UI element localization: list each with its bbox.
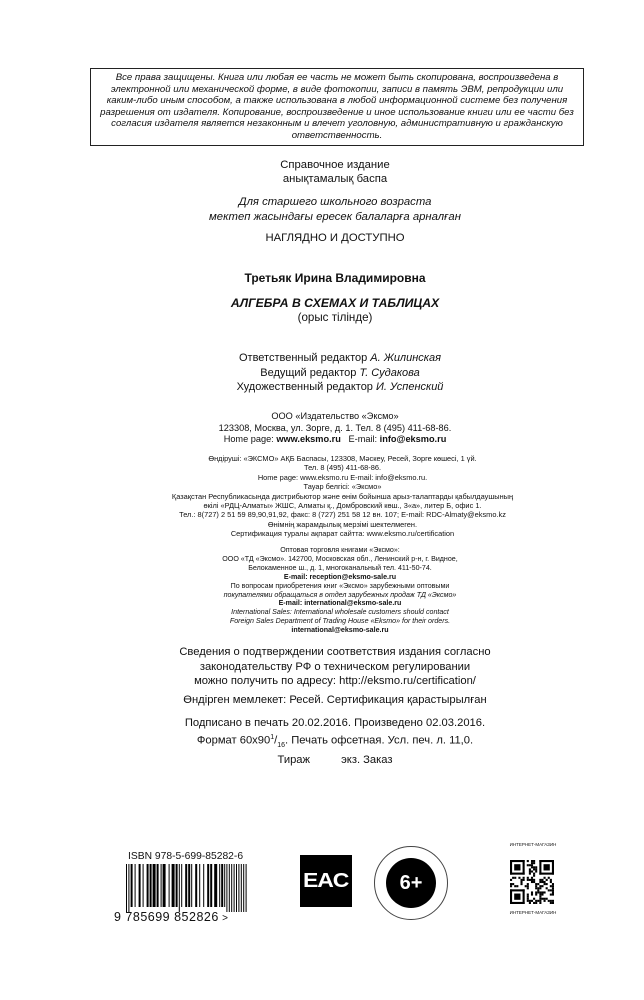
qr-module <box>548 889 550 891</box>
qr-module <box>541 891 543 893</box>
qr-module <box>531 881 533 883</box>
qr-finder <box>510 860 525 862</box>
wholesale-line: По вопросам приобретения книг «Эксмо» зарубежными оптовыми <box>230 581 450 590</box>
barcode-bar <box>135 864 136 907</box>
qr-module <box>531 891 533 893</box>
author-name: Третьяк Ирина Владимировна <box>244 271 426 285</box>
qr-module <box>539 898 541 900</box>
qr-caption: ИНТЕРНЕТ-МАГАЗИН <box>509 910 557 915</box>
editor-name: И. Успенский <box>376 381 444 393</box>
qr-module <box>533 879 535 881</box>
qr-module <box>539 902 541 904</box>
editor-name: А. Жилинская <box>370 352 441 364</box>
publisher-address: 123308, Москва, ул. Зорге, д. 1. Тел. 8 (495) 411-68-86. <box>218 422 452 433</box>
qr-module <box>544 891 546 893</box>
qr-module <box>531 900 533 902</box>
qr-module <box>535 870 537 872</box>
barcode-bar <box>161 864 162 907</box>
audience-kz: мектеп жасындағы ересек балаларға арналған <box>209 211 461 223</box>
format-sup: 1 <box>270 733 275 741</box>
qr-module <box>539 885 541 887</box>
qr-module <box>544 900 546 902</box>
wholesale-line: Оптовая торговля книгами «Эксмо»: <box>280 546 400 554</box>
qr-module <box>529 902 531 904</box>
qr-module <box>525 885 527 887</box>
barcode-bar <box>229 864 230 912</box>
barcode-digits: 9 785699 852826 > <box>114 910 229 924</box>
barcode-number: 9 785699 852826 <box>114 910 219 924</box>
kz-info-block <box>170 454 515 539</box>
qr-finder <box>539 860 554 862</box>
qr-module <box>527 894 529 896</box>
wholesale-line: International Sales: International wholesale customers should contact <box>231 608 449 617</box>
email-label: E-mail: <box>348 434 378 445</box>
print-info <box>170 716 500 767</box>
qr-module <box>537 889 539 891</box>
format-sub: 16 <box>277 741 286 749</box>
edition-type-ru: Справочное издание <box>280 159 390 171</box>
qr-finder <box>510 873 525 875</box>
qr-block <box>498 842 566 924</box>
publisher-contacts <box>170 434 500 446</box>
kz-line: Сертификация туралы ақпарат сайтта: www.eksmo.ru/certification <box>230 529 455 539</box>
kz-line: Home page: www.eksmo.ru E-mail: info@eksmo.ru. <box>257 472 428 482</box>
qr-module <box>539 894 541 896</box>
barcode-bar <box>157 864 159 907</box>
editor-role: Художественный редактор <box>236 381 373 393</box>
qr-finder <box>510 889 525 891</box>
barcode-bar <box>176 864 178 907</box>
series-name: НАГЛЯДНО И ДОСТУПНО <box>265 232 405 244</box>
age-rating-badge <box>374 846 448 920</box>
barcode-bar <box>179 864 180 912</box>
qr-module <box>533 866 535 868</box>
qr-module <box>552 889 554 891</box>
print-run: Тираж экз. Заказ <box>277 753 393 766</box>
qr-module <box>539 879 541 881</box>
edition-type <box>170 158 500 186</box>
barcode-bar <box>243 864 244 912</box>
qr-module <box>527 864 529 866</box>
qr-module <box>527 896 529 898</box>
qr-module <box>539 887 541 889</box>
barcode-bar <box>126 864 127 912</box>
barcode-bar <box>224 864 225 907</box>
qr-module <box>550 881 552 883</box>
qr-module <box>535 891 537 893</box>
qr-module <box>523 877 525 879</box>
qr-module <box>512 883 514 885</box>
barcode-bar <box>203 864 204 907</box>
qr-module <box>523 879 525 881</box>
qr-module <box>544 898 546 900</box>
barcode-bar <box>150 864 152 907</box>
print-signed: Подписано в печать 20.02.2016. Произведено 02.03.2016. <box>184 717 486 729</box>
home-link[interactable]: www.eksmo.ru <box>276 434 341 445</box>
barcode-bar <box>241 864 242 912</box>
qr-module <box>529 870 531 872</box>
qr-module <box>550 889 552 891</box>
barcode-bar <box>207 864 209 907</box>
audience <box>170 195 500 225</box>
qr-module <box>546 887 548 889</box>
qr-finder <box>523 889 525 904</box>
qr-module <box>533 902 535 904</box>
qr-module <box>533 873 535 875</box>
qr-module <box>535 900 537 902</box>
qr-module <box>550 879 552 881</box>
qr-module <box>550 894 552 896</box>
qr-module <box>535 887 537 889</box>
qr-module <box>537 883 539 885</box>
qr-module <box>548 900 550 902</box>
qr-module <box>516 885 518 887</box>
qr-module <box>520 881 522 883</box>
qr-module <box>531 877 533 879</box>
barcode <box>124 864 250 916</box>
qr-module <box>546 879 548 881</box>
qr-module <box>552 887 554 889</box>
qr-code[interactable] <box>510 860 554 904</box>
barcode-bar <box>131 864 133 907</box>
barcode-bar <box>191 864 192 907</box>
qr-module <box>529 873 531 875</box>
barcode-bar <box>226 864 227 912</box>
qr-module <box>552 883 554 885</box>
editor-line <box>190 380 490 395</box>
barcode-bar <box>169 864 170 907</box>
book-title: АЛГЕБРА В СХЕМАХ И ТАБЛИЦАХ <box>230 296 440 310</box>
qr-module <box>552 894 554 896</box>
copyright-notice: Все права защищены. Книга или любая ее часть не может быть скопирована, воспроизведена в электронной или механической форме, в виде фотокопии, записи в память ЭВМ, репродукции или каким-либо иным способом, а также использована в любой информационной системе без получения разрешения от издателя. Копирование, воспроизведение и иное использование книги или ее части без согласия издателя является незаконным и влечет уголовную, административную и гражданскую ответственность. <box>90 68 584 146</box>
conformity-line: можно получить по адресу: http://eksmo.ru/certification/ <box>194 675 476 687</box>
kz-line: Тел. 8 (495) 411-68-86. <box>303 463 382 473</box>
qr-module <box>527 900 529 902</box>
barcode-bar <box>236 864 237 912</box>
qr-module <box>552 891 554 893</box>
barcode-bar <box>210 864 212 907</box>
qr-module <box>527 877 529 879</box>
qr-module <box>520 879 522 881</box>
email-link[interactable]: info@eksmo.ru <box>379 434 447 445</box>
qr-module <box>552 885 554 887</box>
qr-module <box>531 866 533 868</box>
kz-line: Өндіруші: «ЭКСМО» АҚБ Баспасы, 123308, Мәскеу, Ресей, Зорге көшесі, 1 үй. <box>208 454 477 463</box>
qr-module <box>539 900 541 902</box>
qr-module <box>510 883 512 885</box>
qr-module <box>537 900 539 902</box>
publisher-block <box>170 411 500 446</box>
barcode-bar <box>185 864 187 907</box>
qr-module <box>531 894 533 896</box>
qr-finder <box>539 873 554 875</box>
qr-finder <box>552 860 554 875</box>
editors-block <box>190 351 490 395</box>
barcode-bar <box>219 864 220 907</box>
qr-finder <box>510 860 512 875</box>
age-rating-text: 6+ <box>399 871 423 894</box>
qr-module <box>550 900 552 902</box>
qr-finder <box>523 860 525 875</box>
qr-module <box>529 879 531 881</box>
qr-module <box>527 879 529 881</box>
barcode-bar <box>238 864 239 912</box>
qr-module <box>533 868 535 870</box>
barcode-bar <box>234 864 235 912</box>
kz-line: өкілі «РДЦ-Алматы» ЖШС, Алматы қ., Домбровский көш., 3«а», литер Б, офис 1. <box>203 501 482 511</box>
qr-module <box>541 885 543 887</box>
barcode-bar <box>195 864 197 907</box>
qr-module <box>520 883 522 885</box>
barcode-bar <box>172 864 175 907</box>
qr-module <box>533 862 535 864</box>
qr-module <box>546 898 548 900</box>
qr-module <box>531 870 533 872</box>
kz-line: Қазақстан Республикасында дистрибьютор және өнім бойынша арыз-талаптарды қабылдаушының <box>171 491 514 501</box>
barcode-bar <box>139 864 141 907</box>
barcode-bar <box>128 864 129 912</box>
format-text: . Печать офсетная. Усл. печ. л. 11,0. <box>285 734 474 747</box>
qr-module <box>518 877 520 879</box>
wholesale-email[interactable]: international@eksmo-sale.ru <box>291 626 389 635</box>
editor-role: Ответственный редактор <box>238 352 368 364</box>
qr-module <box>533 898 535 900</box>
qr-module <box>535 866 537 868</box>
qr-module <box>552 900 554 902</box>
barcode-bar <box>147 864 149 907</box>
qr-module <box>535 868 537 870</box>
editor-line <box>190 366 490 381</box>
qr-module <box>529 900 531 902</box>
conformity-line: законодательству РФ о техническом регулировании <box>199 660 471 673</box>
qr-caption: ИНТЕРНЕТ-МАГАЗИН <box>509 842 557 847</box>
conformity-block <box>170 645 500 707</box>
qr-module <box>541 898 543 900</box>
barcode-bar <box>163 864 166 907</box>
qr-module <box>537 891 539 893</box>
qr-module <box>550 885 552 887</box>
format-text: Формат 60х90 <box>196 734 271 747</box>
qr-module <box>544 883 546 885</box>
edition-type-kz: анықтамалық баспа <box>282 173 388 185</box>
qr-module <box>548 877 550 879</box>
barcode-bar <box>221 864 223 907</box>
qr-module <box>541 894 543 896</box>
qr-module <box>552 902 554 904</box>
print-format: Формат $60х90^1/_{16}$. Печать офсетная. Усл. печ. л. 11,0. <box>196 733 474 749</box>
qr-module <box>544 881 546 883</box>
qr-module <box>544 877 546 879</box>
qr-module <box>535 894 537 896</box>
barcode-bar <box>181 864 182 907</box>
barcode-bar <box>188 864 190 907</box>
qr-finder <box>514 894 520 900</box>
qr-module <box>539 891 541 893</box>
qr-module <box>514 877 516 879</box>
wholesale-line: покупателями обращаться в отдел зарубежных продаж ТД «Эксмо» <box>223 590 457 599</box>
qr-module <box>546 883 548 885</box>
qr-module <box>533 860 535 862</box>
eac-text: EAC <box>303 869 349 892</box>
qr-finder <box>510 902 525 904</box>
qr-module <box>529 868 531 870</box>
wholesale-email[interactable]: E-mail: international@eksmo-sale.ru <box>278 599 402 608</box>
qr-module <box>512 877 514 879</box>
qr-module <box>541 881 543 883</box>
qr-module <box>535 902 537 904</box>
wholesale-block <box>200 546 480 635</box>
qr-finder <box>510 889 512 904</box>
barcode-bar <box>246 864 247 912</box>
barcode-bar <box>143 864 144 907</box>
conformity-line: Сведения о подтверждении соответствия издания согласно <box>179 646 491 658</box>
kz-line: Тауар белгісі: «Эксмо» <box>303 482 382 492</box>
qr-finder <box>514 864 520 870</box>
qr-module <box>550 902 552 904</box>
qr-module <box>531 879 533 881</box>
qr-module <box>535 885 537 887</box>
qr-module <box>527 898 529 900</box>
qr-module <box>531 864 533 866</box>
barcode-bar <box>199 864 200 907</box>
qr-module <box>510 879 512 881</box>
kz-line: Өнімнің жарамдылық мерзімі шектелмеген. <box>267 519 418 529</box>
qr-module <box>533 875 535 877</box>
wholesale-line: Белокаменное ш., д. 1, многоканальный тел. 411-50-74. <box>248 563 432 572</box>
editor-name: Т. Судакова <box>359 366 420 379</box>
editor-line <box>190 351 490 366</box>
qr-module <box>535 883 537 885</box>
qr-module <box>537 887 539 889</box>
barcode-bar <box>153 864 156 907</box>
conformity-line: Өндірген мемлекет: Ресей. Сертификация қарастырылған <box>183 693 487 706</box>
barcode-bar <box>214 864 217 907</box>
wholesale-line: ООО «ТД «Эксмо». 142700, Московская обл., Ленинский р-н, г. Видное, <box>222 554 458 563</box>
audience-ru: Для старшего школьного возраста <box>238 196 432 208</box>
qr-module <box>527 883 529 885</box>
publisher-name: ООО «Издательство «Эксмо» <box>271 411 399 421</box>
qr-module <box>510 885 512 887</box>
age-rating-inner <box>386 858 436 908</box>
qr-module <box>527 885 529 887</box>
wholesale-line: Foreign Sales Department of Trading House «Eksmo» for their orders. <box>229 617 451 626</box>
eac-mark <box>300 855 352 907</box>
qr-module <box>531 860 533 862</box>
qr-finder <box>539 860 541 875</box>
home-label: Home page: <box>223 434 274 445</box>
isbn-label: ISBN 978-5-699-85282-6 <box>128 851 244 862</box>
language-note: (орыс тілінде) <box>297 311 373 324</box>
qr-module <box>539 881 541 883</box>
wholesale-email[interactable]: E-mail: reception@eksmo-sale.ru <box>283 572 397 581</box>
qr-finder <box>544 864 550 870</box>
editor-role: Ведущий редактор <box>260 366 357 379</box>
barcode-bar <box>231 864 232 912</box>
qr-module <box>539 896 541 898</box>
kz-line: Тел.: 8(727) 2 51 59 89,90,91,92, факс: 8 (727) 251 58 12 вн. 107; E-mail: RDC-Almaty@eksmo.kz <box>179 510 506 520</box>
qr-module <box>533 881 535 883</box>
qr-module <box>529 864 531 866</box>
qr-module <box>531 862 533 864</box>
qr-module <box>541 879 543 881</box>
qr-module <box>514 885 516 887</box>
qr-module <box>527 887 529 889</box>
qr-module <box>527 860 529 862</box>
